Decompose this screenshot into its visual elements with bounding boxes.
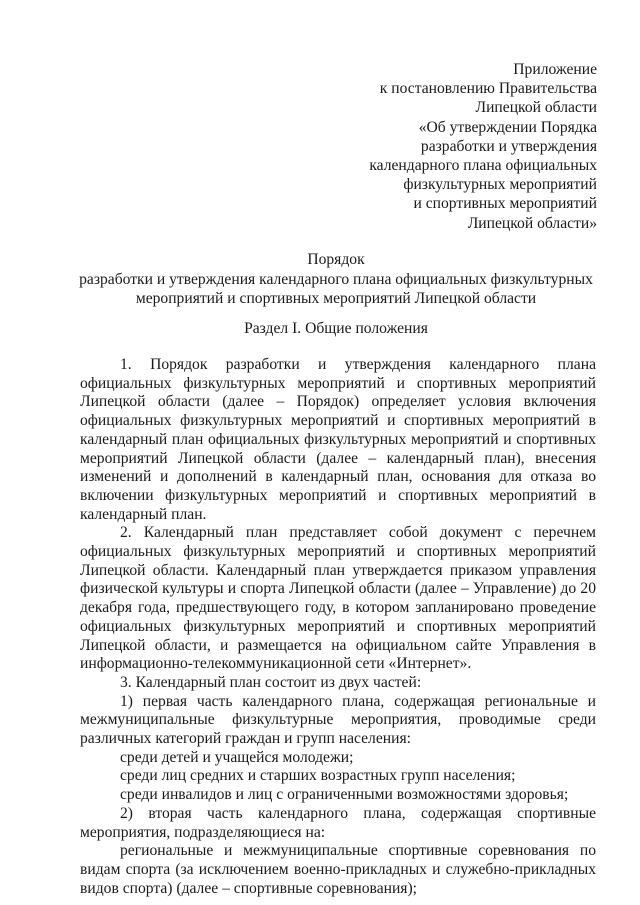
paragraph: 3. Календарный план состоит из двух частей:	[120, 673, 422, 691]
paragraph: 2) вторая часть календарного плана, содержащая спортивные мероприятия, подразделяющиеся на:	[80, 804, 596, 841]
appendix-line: Липецкой области	[475, 99, 597, 117]
paragraph: 2. Календарный план представляет собой документ с перечнем официальных физкультурных мероприятий и спортивных мероприятий Липецкой области. Календарный план утверждается приказом управления физической культуры и спорта Липецкой области (далее – Управление) до 20 декабря года, предшествующего году, в котором запланировано проведение официальных физкультурных мероприятий и спортивных мероприятий Липецкой области, и размещается на официальном сайте Управления в информационно-телекоммуникационной сети «Интернет».	[80, 524, 596, 673]
title-line: разработки и утверждения календарного плана официальных физкультурных	[79, 270, 593, 288]
appendix-line: разработки и утверждения	[420, 137, 597, 155]
title-line: мероприятий и спортивных мероприятий Липецкой области	[135, 290, 537, 307]
appendix-line: Приложение	[513, 61, 597, 78]
paragraph: среди инвалидов и лиц с ограниченными возможностями здоровья;	[120, 786, 569, 804]
paragraph: среди лиц средних и старших возрастных групп населения;	[120, 767, 516, 785]
appendix-line: физкультурных мероприятий	[403, 176, 597, 194]
title-line: Порядок	[307, 251, 365, 268]
paragraph: 1) первая часть календарного плана, содержащая региональные и межмуниципальные физкультурные мероприятия, проводимые среди различных категорий граждан и групп населения:	[80, 692, 596, 748]
section-heading: Раздел I. Общие положения	[244, 320, 428, 337]
document-title	[40, 250, 632, 309]
appendix-line: календарного плана официальных	[369, 157, 597, 175]
paragraph: региональные и межмуниципальные спортивные соревнования по видам спорта (за исключением военно-прикладных и служебно-прикладных видов спорта) (далее – спортивные соревнования);	[80, 842, 596, 897]
paragraph: среди детей и учащейся молодежи;	[120, 748, 354, 766]
appendix-line: «Об утверждении Порядка	[418, 118, 597, 136]
appendix-block	[369, 60, 597, 233]
paragraph: 1. Порядок разработки и утверждения календарного плана официальных физкультурных мероприятий и спортивных мероприятий Липецкой области (далее – Порядок) определяет условия включения официальных физкультурных мероприятий и спортивных мероприятий в календарный план официальных физкультурных мероприятий и спортивных мероприятий Липецкой области (далее – календарный план), внесения изменений и дополнений в календарный план, основания для отказа во включении физкультурных мероприятий и спортивных мероприятий в календарный план.	[80, 356, 596, 523]
appendix-line: и спортивных мероприятий	[413, 195, 597, 213]
appendix-line: к постановлению Правительства	[379, 80, 597, 98]
document-body	[80, 356, 596, 898]
appendix-line: Липецкой области»	[467, 214, 597, 232]
